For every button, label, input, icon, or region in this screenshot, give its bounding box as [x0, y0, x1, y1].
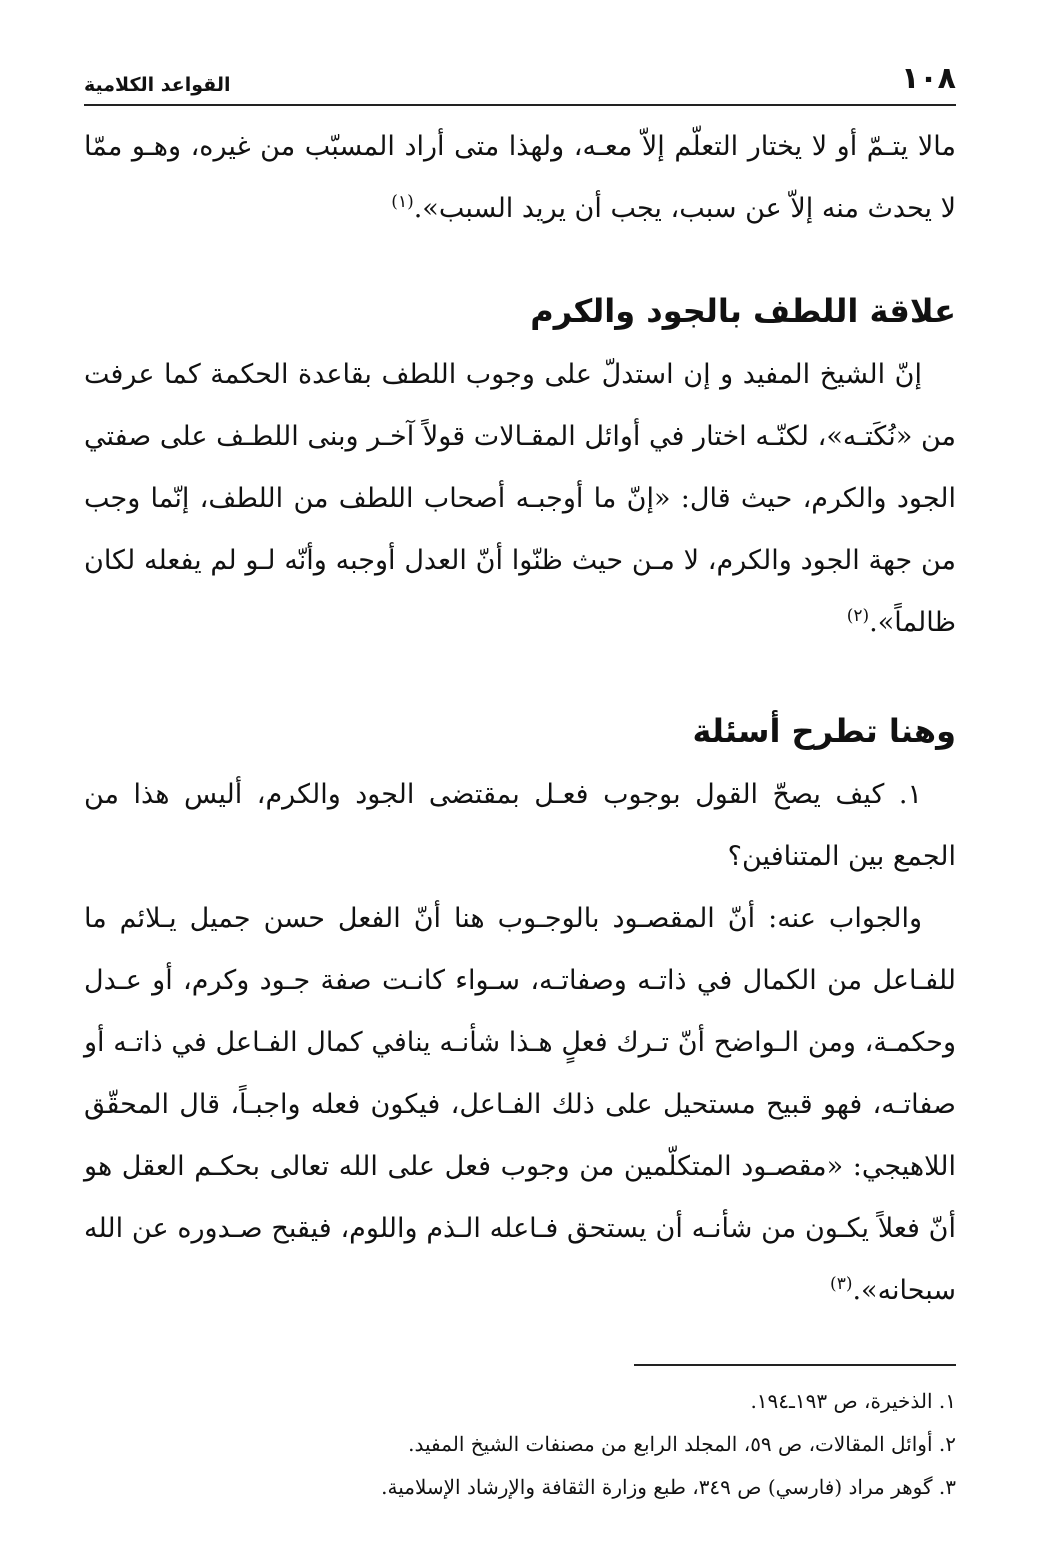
answer-paragraph-text: والجواب عنه: أنّ المقصـود بالوجـوب هنا أنّ الفعل حسن جميل يـلائم ما للفـاعل من الكمال في ذاتـه وصفاتـه، سـواء كانـت صفة جـود وكرم، أو عـدل وحكمـة، ومن الـواضح أنّ تـرك فعلٍ هـذا شأنـه ينافي كمال الفـاعل في ذاتـه أو صفاتـه، فهو قبيح مستحيل على ذلك الفـاعل، فيكون فعله واجبـاً، قال المحقّق اللاهيجي: «مقصـود المتكلّمين من وجوب فعل على الله تعالى بحكـم العقل هو أنّ فعلاً يكـون من شأنـه أن يستحق فـاعله الـذم واللوم، فيقبح صـدوره عن الله سبحانه».: [84, 903, 956, 1306]
intro-paragraph-text: مالا يتـمّ أو لا يختار التعلّم إلاّ معـه، ولهذا متى أراد المسبّب من غيره، وهـو ممّا لا يحدث منه إلاّ عن سبب، يجب أن يريد السبب».: [84, 131, 956, 224]
section-heading-questions: وهنا تطرح أسئلة: [692, 712, 956, 750]
footnote-3: ٣. گوهر مراد (فارسي) ص ٣٤٩، طبع وزارة الثقافة والإرشاد الإسلامية.: [381, 1475, 956, 1499]
section1-paragraph-text: إنّ الشيخ المفيد و إن استدلّ على وجوب اللطف بقاعدة الحكمة كما عرفت من «نُكَتـه»، لكنّـه اختار في أوائل المقـالات قولاً آخـر وبنى اللطـف على صفتي الجود والكرم، حيث قال: «إنّ ما أوجبـه أصحاب اللطف من اللطف، إنّما وجب من جهة الجود والكرم، لا مـن حيث ظنّوا أنّ العدل أوجبه وأنّه لـو لم يفعله لكان ظالماً».: [84, 359, 956, 638]
footnote-divider: [634, 1364, 956, 1366]
question-1: ١. كيف يصحّ القول بوجوب فعـل بمقتضى الجود والكرم، أليس هذا من الجمع بين المتنافين؟: [84, 779, 956, 872]
intro-paragraph: [84, 116, 956, 240]
book-page: [84, 52, 956, 1509]
answer-paragraph: [84, 888, 956, 1322]
running-header: [84, 52, 956, 106]
section1-paragraph: [84, 344, 956, 654]
footnote-2: ٢. أوائل المقالات، ص ٥٩، المجلد الرابع من مصنفات الشيخ المفيد.: [408, 1432, 956, 1456]
page-number: ١٠٨: [901, 61, 956, 96]
footnote-ref-1: (١): [391, 192, 414, 212]
footnote-ref-3: (٣): [830, 1274, 853, 1294]
book-title: القواعد الكلامية: [84, 74, 231, 96]
footnote-ref-2: (٢): [846, 606, 870, 626]
section-heading-lutf-generosity: علاقة اللطف بالجود والكرم: [530, 292, 956, 330]
footnote-1: ١. الذخيرة، ص ١٩٣ـ١٩٤.: [750, 1389, 956, 1413]
